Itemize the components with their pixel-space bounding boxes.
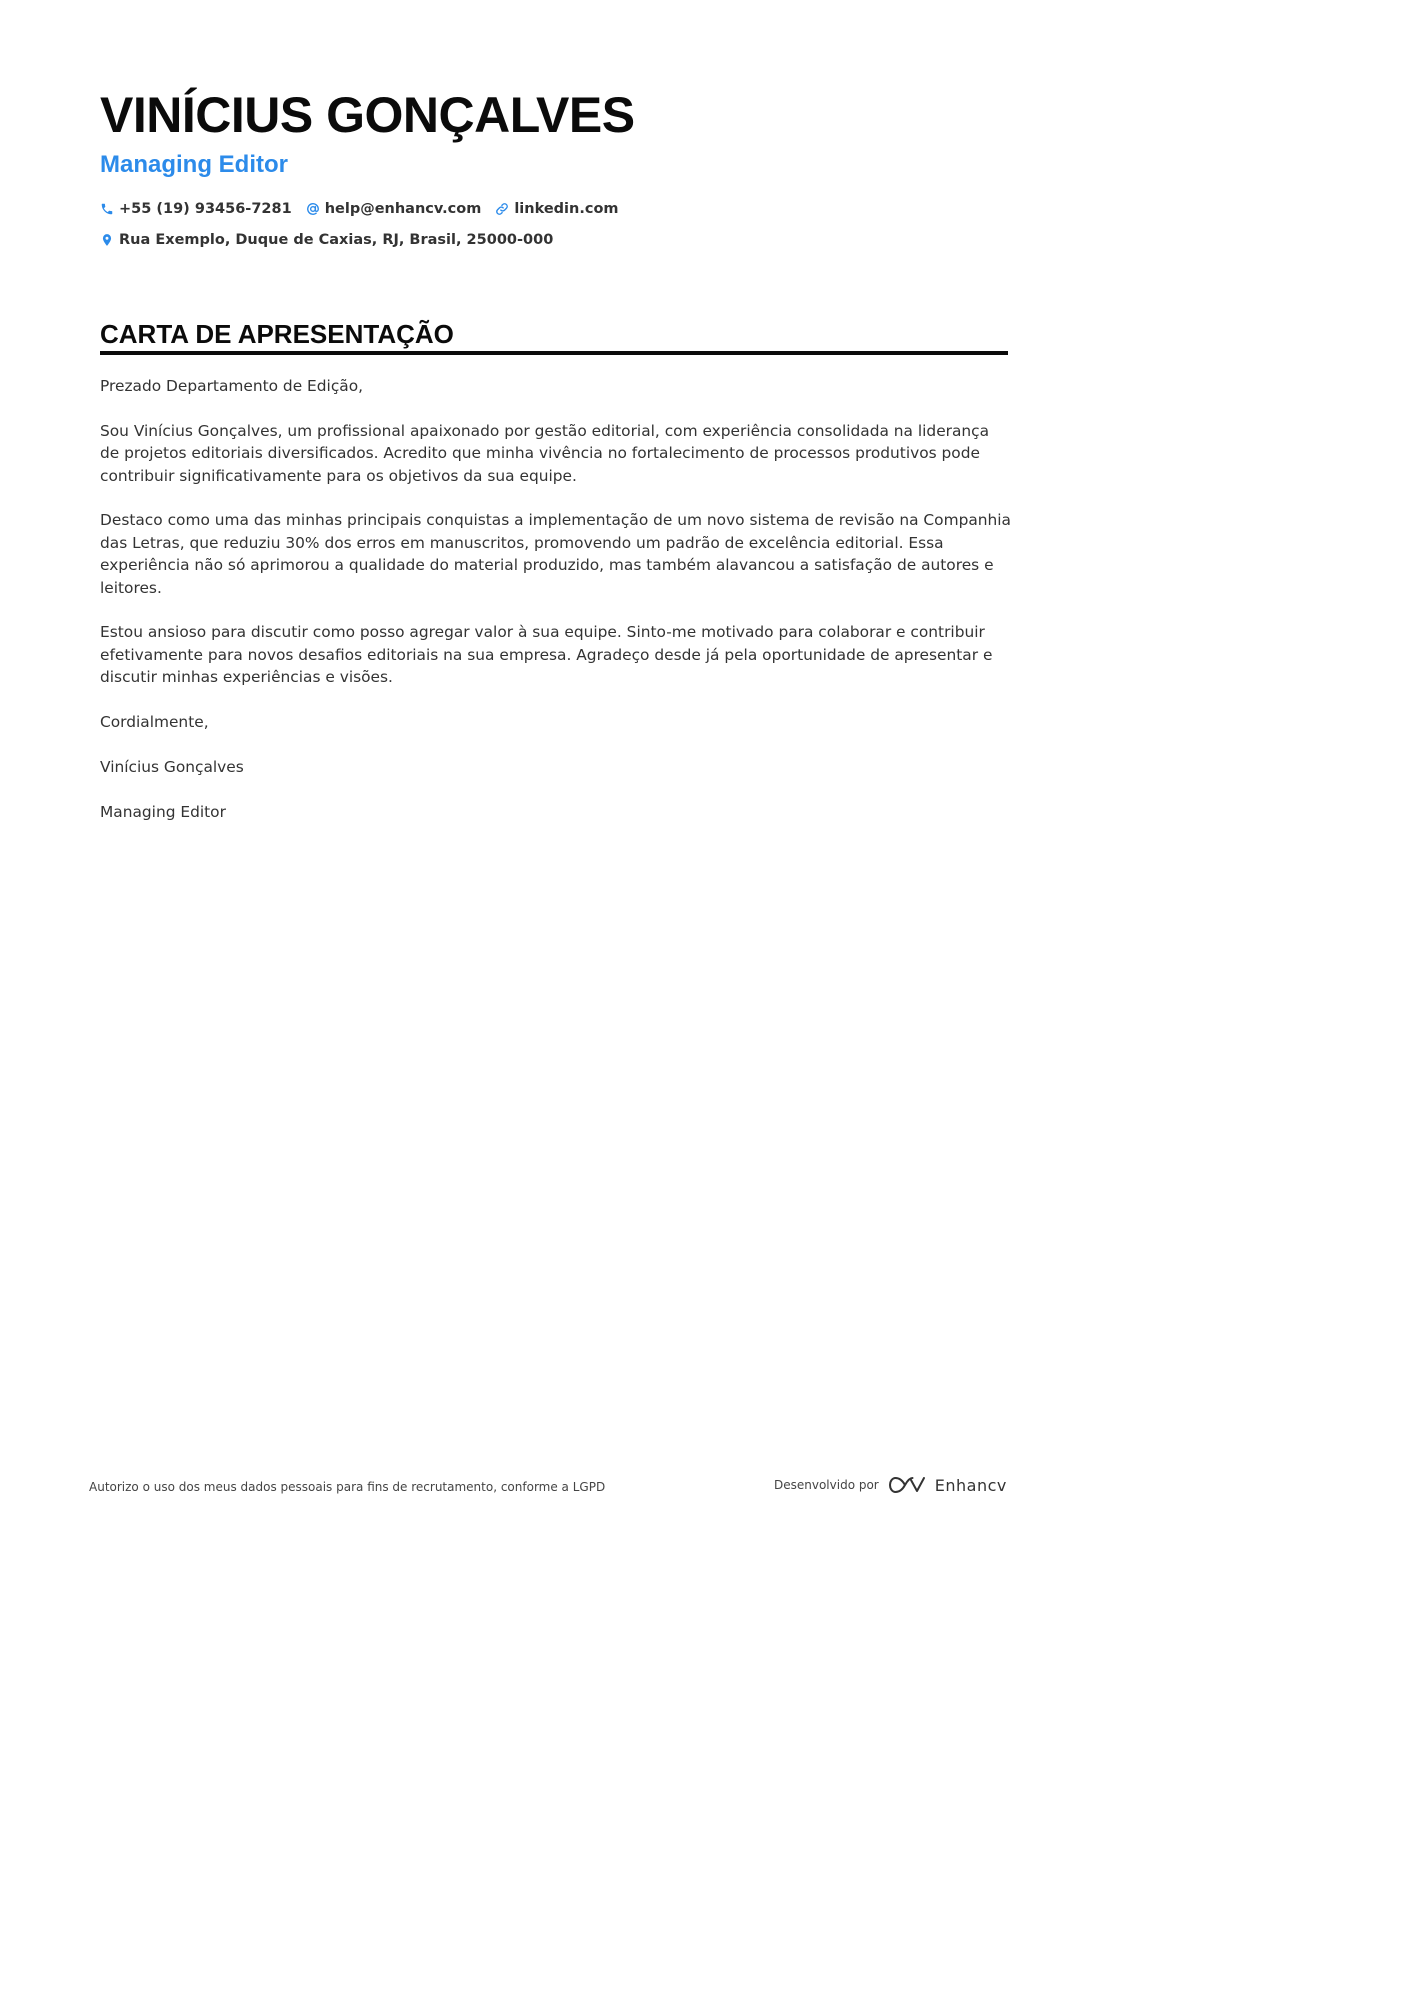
- contact-linkedin: [495, 201, 618, 217]
- letter-paragraph: Destaco como uma das minhas principais conquistas a implementação de um novo sistema de revisão na Companhia das Letras, que reduziu 30% dos erros em manuscritos, promovendo um padrão de excelência editorial. Essa experiência não só aprimorou a qualidade do material produzido, mas também alavancou a satisfação de autores e leitores.: [100, 511, 1011, 597]
- enhancv-logo-icon: [888, 1474, 926, 1496]
- address-text: Rua Exemplo, Duque de Caxias, RJ, Brasil, 25000-000: [119, 232, 554, 248]
- contact-email: [306, 201, 482, 217]
- letter-body: [100, 375, 1012, 845]
- letter-paragraph: Estou ansioso para discutir como posso agregar valor à sua equipe. Sinto-me motivado para colaborar e contribuir efetivamente para novos desafios editoriais na sua empresa. Agradeço desde já pela oportunidade de apresentar e discutir minhas experiências e visões.: [100, 623, 993, 687]
- candidate-name: VINÍCIUS GONÇALVES: [100, 87, 635, 143]
- footer-consent: Autorizo o uso dos meus dados pessoais para fins de recrutamento, conforme a LGPD: [89, 1480, 606, 1494]
- letter-greeting: Prezado Departamento de Edição,: [100, 377, 364, 395]
- powered-by-label: Desenvolvido por: [774, 1478, 879, 1492]
- letter-closing: Cordialmente,: [100, 713, 209, 732]
- phone-number: +55 (19) 93456-7281: [119, 201, 292, 217]
- candidate-title: Managing Editor: [100, 151, 288, 178]
- footer-brand[interactable]: [774, 1474, 1007, 1496]
- location-pin-icon: [100, 233, 114, 247]
- linkedin-link[interactable]: linkedin.com: [514, 201, 619, 217]
- signature-name: Vinícius Gonçalves: [100, 757, 244, 776]
- at-icon: [306, 202, 320, 216]
- phone-icon: [100, 202, 114, 216]
- brand-name: Enhancv: [934, 1475, 1007, 1495]
- email-address[interactable]: help@enhancv.com: [324, 201, 482, 217]
- contact-row-primary: [100, 198, 633, 220]
- contact-phone: [100, 201, 292, 217]
- link-icon: [495, 202, 509, 216]
- letter-paragraph: Sou Vinícius Gonçalves, um profissional apaixonado por gestão editorial, com experiência consolidada na liderança de projetos editoriais diversificados. Acredito que minha vivência no fortalecimento de processos produtivos pode contribuir significativamente para os objetivos da sua equipe.: [100, 421, 990, 485]
- signature-title: Managing Editor: [100, 802, 226, 821]
- section-title: CARTA DE APRESENTAÇÃO: [100, 319, 454, 349]
- section-divider: [100, 351, 1008, 355]
- contact-row-address: [100, 229, 567, 251]
- contact-address: [100, 232, 553, 248]
